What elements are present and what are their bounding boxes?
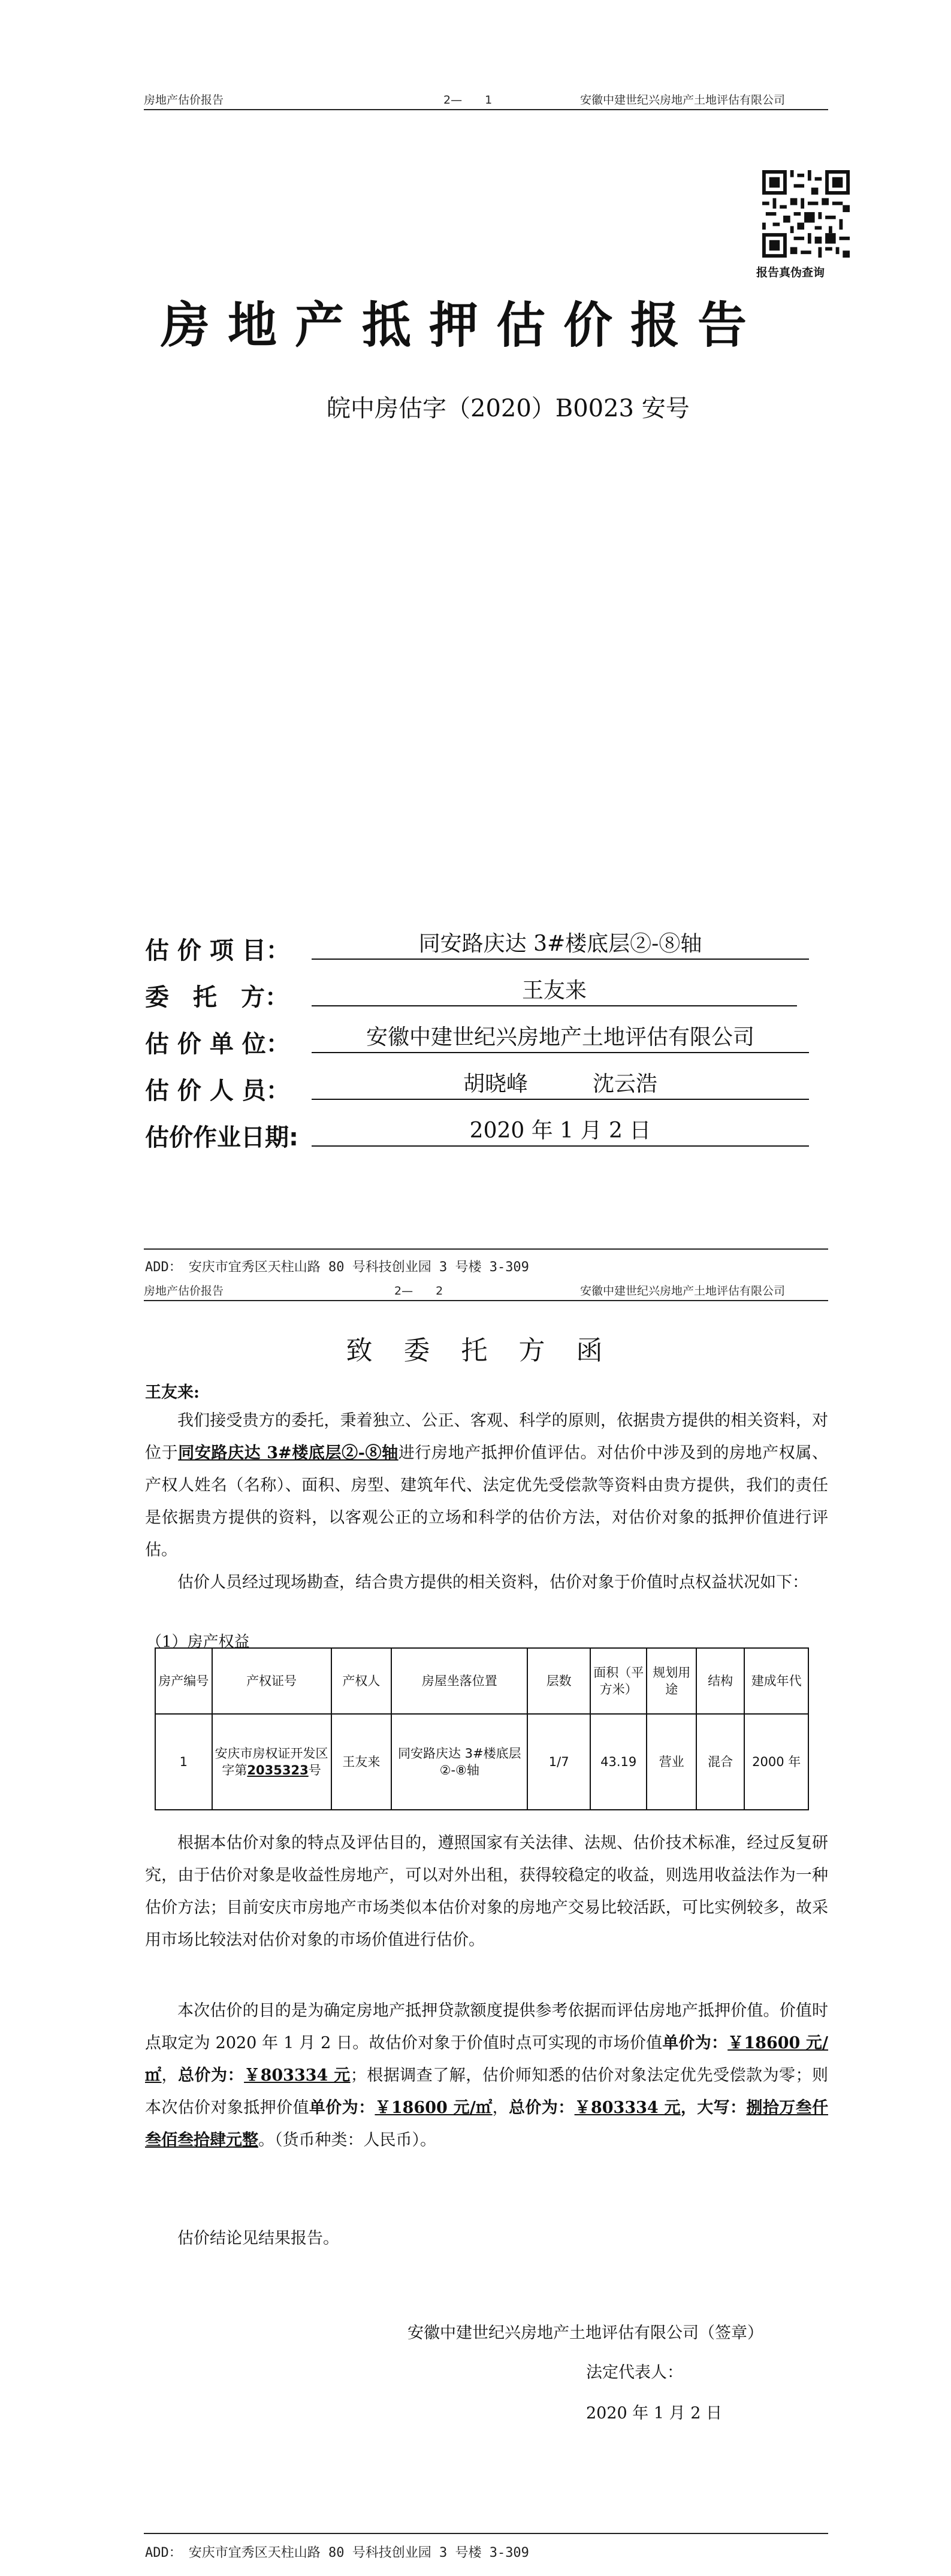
- header-company: 安徽中建世纪兴房地产土地评估有限公司: [580, 1284, 786, 1298]
- capital-amount: 捌拾万叁仟叁佰叁拾肆元整: [145, 2099, 828, 2149]
- cert-prefix: 安庆市房权证开发区字第: [215, 1746, 328, 1777]
- td-owner: 王友来: [331, 1714, 392, 1810]
- letter-title: 致 委 托 方 函: [346, 1335, 605, 1366]
- field-label-project: 估 价 项 目：: [145, 937, 290, 965]
- table-row: [155, 1714, 808, 1810]
- cert-number: 2035323: [247, 1763, 309, 1777]
- th-owner: 产权人: [331, 1648, 392, 1714]
- footer-rule: [144, 1248, 828, 1250]
- valuation-text-b: ；根据调查了解，估价师知悉的估价对象法定优先受偿款为零；则本次估价对象抵押价值: [145, 2066, 829, 2117]
- mortgage-total-value: ￥803334 元: [574, 2099, 681, 2117]
- subject-property: 同安路庆达 3#楼底层②-⑧轴: [178, 1444, 398, 1462]
- property-rights-table: [155, 1647, 809, 1810]
- th-location: 房屋坐落位置: [391, 1648, 527, 1714]
- field-value-appraisers: 胡晓峰 沈云浩: [312, 1070, 809, 1100]
- field-label-appraisers: 估 价 人 员：: [145, 1077, 290, 1105]
- signature-company: 安徽中建世纪兴房地产土地评估有限公司（签章）: [407, 2324, 763, 2342]
- mortgage-total-label: 总价为：: [509, 2099, 575, 2117]
- th-structure: 结构: [696, 1648, 744, 1714]
- mortgage-unit-value: ￥18600 元/㎡: [375, 2099, 493, 2117]
- qr-code-icon[interactable]: [762, 170, 850, 258]
- unit-price-value: ￥18600 元/㎡: [145, 2034, 828, 2085]
- valuation-text-a: 本次估价的目的是为确定房地产抵押贷款额度提供参考依据而评估房地产抵押价值。价值时点取定为 2020 年 1 月 2 日。故估价对象于价值时点可实现的市场价值: [145, 2001, 828, 2052]
- total-price-value: ￥803334 元: [244, 2066, 351, 2085]
- th-year: 建成年代: [744, 1648, 808, 1714]
- th-area: 面积（平方米）: [590, 1648, 647, 1714]
- table-header-row: [155, 1648, 808, 1714]
- table-caption: （1）房产权益: [146, 1633, 250, 1651]
- th-floors: 层数: [527, 1648, 590, 1714]
- field-label-client: 委 托 方：: [145, 984, 289, 1011]
- td-area: 43.19: [590, 1714, 647, 1810]
- footer-rule: [144, 2533, 828, 2534]
- footer-address: ADD： 安庆市宜秀区天柱山路 80 号科技创业园 3 号楼 3-309: [145, 2545, 529, 2560]
- paragraph-intro: [145, 1405, 828, 1567]
- signature-legal-rep: 法定代表人：: [586, 2363, 683, 2382]
- cover-title: 房地产抵押估价报告: [161, 297, 765, 354]
- signature-date: 2020 年 1 月 2 日: [586, 2404, 722, 2423]
- field-value-appraiser-company: 安徽中建世纪兴房地产土地评估有限公司: [312, 1023, 809, 1053]
- field-value-project: 同安路庆达 3#楼底层②-⑧轴: [312, 930, 809, 960]
- td-structure: 混合: [696, 1714, 744, 1810]
- field-label-appraiser-company: 估 价 单 位：: [145, 1030, 290, 1058]
- header-rule: [144, 1300, 828, 1301]
- intro-text-a: 我们接受贵方的委托，秉着独立、公正、客观、科学的原则，依据贵方提供的相关资料，对位于: [145, 1411, 828, 1462]
- header-company: 安徽中建世纪兴房地产土地评估有限公司: [580, 93, 786, 107]
- th-use: 规划用途: [647, 1648, 696, 1714]
- paragraph-method: 根据本估价对象的特点及评估目的，遵照国家有关法律、法规、估价技术标准，经过反复研究，由于估价对象是收益性房地产，可以对外出租，获得较稳定的收益，则选用收益法作为一种估价方法；目前安庆市房地产市场类似本估价对象的房地产交易比较活跃，可比实例较多，故采用市场比较法对估价对象的市场价值进行估价。: [145, 1834, 828, 1949]
- td-house-no: 1: [155, 1714, 212, 1810]
- intro-text-b: 进行房地产抵押价值评估。对估价中涉及到的房地产权属、产权人姓名（名称）、面积、房型、建筑年代、法定优先受偿款等资料由贵方提供，我们的责任是依据贵方提供的资料，以客观公正的立场和科学的估价方法，对估价对象的抵押价值进行评估。: [145, 1444, 828, 1559]
- td-year: 2000 年: [744, 1714, 808, 1810]
- header-rule: [144, 109, 828, 110]
- field-label-work-date: 估价作业日期:: [145, 1124, 298, 1151]
- td-use: 营业: [647, 1714, 696, 1810]
- paragraph-conclusion: 估价结论见结果报告。: [177, 2229, 339, 2248]
- td-floors: 1/7: [527, 1714, 590, 1810]
- td-location: 同安路庆达 3#楼底层②-⑧轴: [391, 1714, 527, 1810]
- total-price-label: 总价为：: [178, 2066, 244, 2085]
- header-page-number: 2— 2: [394, 1284, 443, 1298]
- header-report-label: 房地产估价报告: [144, 93, 224, 107]
- td-cert-no: [212, 1714, 331, 1810]
- field-value-client: 王友来: [312, 976, 797, 1006]
- paragraph-valuation: 本次估价的目的是为确定房地产抵押贷款额度提供参考依据而评估房地产抵押价值。价值时点取定为 2020 年 1 月 2 日。故估价对象于价值时点可实现的市场价值单价为：￥18600 元/㎡，总价为：￥803334 元；根据调查了解，估价师知悉的估价对象法定优先受偿款为零；则本次估价对象抵押价值单价为：￥18600 元/㎡，总价为：￥803334 元，大写：捌拾万叁仟叁佰叁拾肆元整。（货币种类：人民币）。: [145, 2001, 829, 2149]
- field-value-work-date: 2020 年 1 月 2 日: [312, 1117, 809, 1147]
- footer-address: ADD： 安庆市宜秀区天柱山路 80 号科技创业园 3 号楼 3-309: [145, 1260, 529, 1275]
- header-report-label: 房地产估价报告: [144, 1284, 224, 1298]
- letter-salutation: 王友来:: [145, 1383, 200, 1402]
- th-house-no: 房产编号: [155, 1648, 212, 1714]
- qr-caption: 报告真伪查询: [756, 266, 825, 279]
- currency-note: 。（货币种类：人民币）。: [258, 2131, 436, 2149]
- unit-price-label: 单价为：: [662, 2034, 728, 2052]
- th-cert-no: 产权证号: [212, 1648, 331, 1714]
- mortgage-unit-label: 单价为：: [309, 2099, 375, 2117]
- header-page-number: 2— 1: [443, 93, 493, 107]
- capital-label: ，大写：: [680, 2099, 747, 2117]
- paragraph-survey: 估价人员经过现场勘查，结合贵方提供的相关资料，估价对象于价值时点权益状况如下：: [177, 1573, 808, 1592]
- report-number: 皖中房估字（2020）B0023 安号: [327, 395, 690, 422]
- cert-suffix: 号: [308, 1763, 321, 1777]
